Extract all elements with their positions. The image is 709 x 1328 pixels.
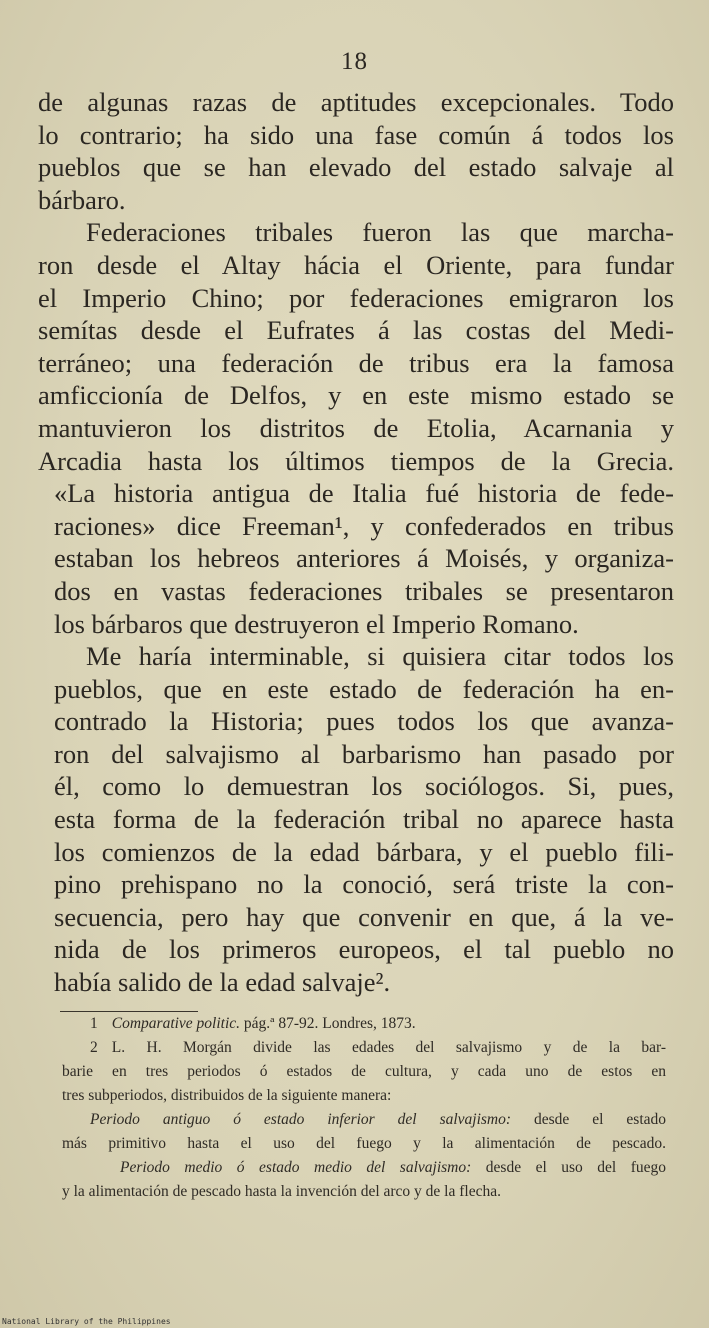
text-line: lo contrario; ha sido una fase común á todos los — [38, 119, 674, 150]
footnote-period-2 — [62, 1156, 666, 1180]
text-line: «La historia antigua de Italia fué historia de fede- — [54, 478, 674, 509]
text-line: él, como lo demuestran los sociólogos. Si, pues, — [54, 771, 674, 802]
footnote-title: Periodo medio ó estado medio del salvajismo: — [120, 1159, 472, 1176]
text-line: contrado la Historia; pues todos los que avanza- — [54, 706, 674, 737]
library-credit: National Library of the Philippines — [2, 1317, 171, 1326]
text-line: estaban los hebreos anteriores á Moisés, y organiza- — [54, 543, 674, 574]
text-line: los bárbaros que destruyeron el Imperio Romano. — [54, 608, 579, 639]
text-line: pueblos que se han elevado del estado salvaje al — [38, 152, 674, 183]
text-line: esta forma de la federación tribal no aparece hasta — [54, 804, 674, 835]
text-line: de algunas razas de aptitudes excepcionales. Todo — [38, 87, 674, 117]
text-line: los comienzos de la edad bárbara, y el pueblo fili- — [54, 836, 674, 867]
text-line: terráneo; una federación de tribus era la famosa — [38, 347, 674, 378]
footnote-title: Comparative politic. — [111, 1015, 241, 1032]
main-text — [38, 86, 674, 999]
footnote-text: barie en tres periodos ó estados de cultura, y cada uno de estos en — [62, 1063, 666, 1080]
footnotes — [62, 1012, 666, 1204]
text-line: ron del salvajismo al barbarismo han pasado por — [54, 738, 674, 769]
footnote-text: más primitivo hasta el uso del fuego y la alimentación de pescado. — [62, 1135, 666, 1152]
text-line: raciones» dice Freeman¹, y confederados en tribus — [54, 510, 674, 541]
footnote-number: 2 — [90, 1039, 98, 1056]
text-line: el Imperio Chino; por federaciones emigraron los — [38, 282, 674, 313]
footnote-title: Periodo antiguo ó estado inferior del salvajismo: — [90, 1111, 512, 1128]
text-line: pueblos, que en este estado de federación ha en- — [54, 673, 674, 704]
footnote-number: 1 — [90, 1015, 98, 1032]
text-line: Arcadia hasta los últimos tiempos de la Grecia. — [38, 445, 674, 476]
text-line: bárbaro. — [38, 184, 126, 215]
text-line: dos en vastas federaciones tribales se presentaron — [54, 575, 674, 606]
footnote-text: pág.ª 87-92. Londres, 1873. — [243, 1015, 416, 1032]
page-number: 18 — [341, 48, 368, 75]
text-line: ron desde el Altay hácia el Oriente, para fundar — [38, 249, 674, 280]
text-line: había salido de la edad salvaje². — [54, 967, 391, 998]
text-line: semítas desde el Eufrates á las costas del Medi- — [38, 315, 674, 346]
text-line: amficcionía de Delfos, y en este mismo estado se — [38, 380, 674, 411]
footnote-text: tres subperiodos, distribuidos de la siguiente manera: — [62, 1087, 392, 1104]
footnote-text: L. H. Morgán divide las edades del salvajismo y de la bar- — [111, 1039, 666, 1056]
text-line: Federaciones tribales fueron las que marcha- — [86, 217, 674, 248]
footnote-1 — [62, 1012, 666, 1036]
footnote-2 — [62, 1036, 666, 1060]
footnote-text: desde el uso del fuego — [485, 1159, 666, 1176]
text-line: pino prehispano no la conoció, será triste la con- — [54, 869, 674, 900]
footnote-text: y la alimentación de pescado hasta la invención del arco y de la flecha. — [62, 1183, 501, 1200]
text-line: mantuvieron los distritos de Etolia, Acarnania y — [38, 412, 674, 443]
text-line: nida de los primeros europeos, el tal pueblo no — [54, 934, 674, 965]
text-line: Me haría interminable, si quisiera citar todos los — [86, 641, 674, 672]
footnote-period-1 — [62, 1108, 666, 1132]
text-line: secuencia, pero hay que convenir en que, á la ve- — [54, 901, 674, 932]
footnote-text: desde el estado — [534, 1111, 667, 1128]
